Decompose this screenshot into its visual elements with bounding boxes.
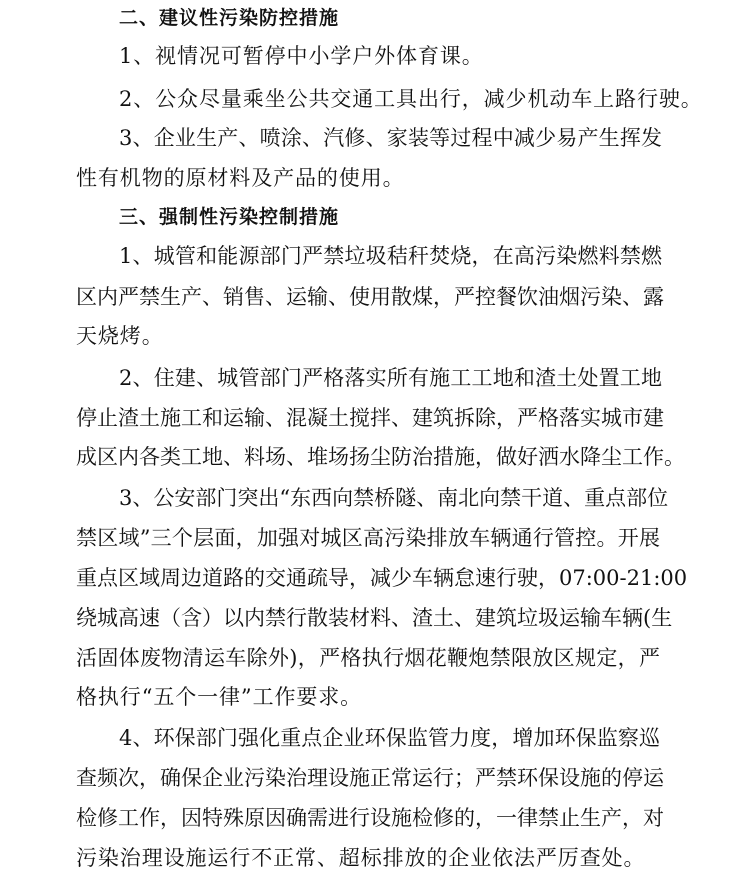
paragraph-line: 2、公众尽量乘坐公共交通工具出行，减少机动车上路行驶。 [119,87,703,111]
paragraph-line: 成区内各类工地、料场、堆场扬尘防治措施，做好洒水降尘工作。 [76,445,685,469]
paragraph-line: 活固体废物清运车除外)，严格执行烟花鞭炮禁限放区规定，严 [76,646,660,670]
paragraph-line: 查频次，确保企业污染治理设施正常运行；严禁环保设施的停运 [76,766,664,790]
paragraph-line: 性有机物的原材料及产品的使用。 [76,166,405,190]
paragraph-line: 停止渣土施工和运输、混凝土搅拌、建筑拆除，严格落实城市建 [76,406,664,430]
paragraph-line: 重点区域周边道路的交通疏导，减少车辆怠速行驶，07:00-21:00 [76,566,688,590]
paragraph-line: 区内严禁生产、销售、运输、使用散煤，严控餐饮油烟污染、露 [76,285,664,309]
paragraph-line: 格执行“五个一律”工作要求。 [76,685,363,709]
section-heading: 三、强制性污染控制措施 [119,206,340,228]
paragraph-line: 1、视情况可暂停中小学户外体育课。 [119,44,484,68]
paragraph-line: 禁区域”三个层面，加强对城区高污染排放车辆通行管控。开展 [76,526,660,550]
paragraph-line: 2、住建、城管部门严格落实所有施工工地和渣土处置工地 [119,366,662,390]
paragraph-line: 天烧烤。 [76,324,164,348]
paragraph-line: 3、企业生产、喷涂、汽修、家装等过程中减少易产生挥发 [119,126,662,150]
section-heading: 二、建议性污染防控措施 [119,7,340,29]
paragraph-line: 检修工作，因特殊原因确需进行设施检修的，一律禁止生产，对 [76,806,664,830]
paragraph-line: 1、城管和能源部门严禁垃圾秸秆焚烧，在高污染燃料禁燃 [119,244,662,268]
paragraph-line: 4、环保部门强化重点企业环保监管力度，增加环保监察巡 [119,726,660,750]
paragraph-line: 3、公安部门突出“东西向禁桥隧、南北向禁干道、重点部位 [119,486,669,510]
paragraph-line: 污染治理设施运行不正常、超标排放的企业依法严厉查处。 [76,846,646,870]
paragraph-line: 绕城高速（含）以内禁行散装材料、渣土、建筑垃圾运输车辆(生 [76,606,673,630]
